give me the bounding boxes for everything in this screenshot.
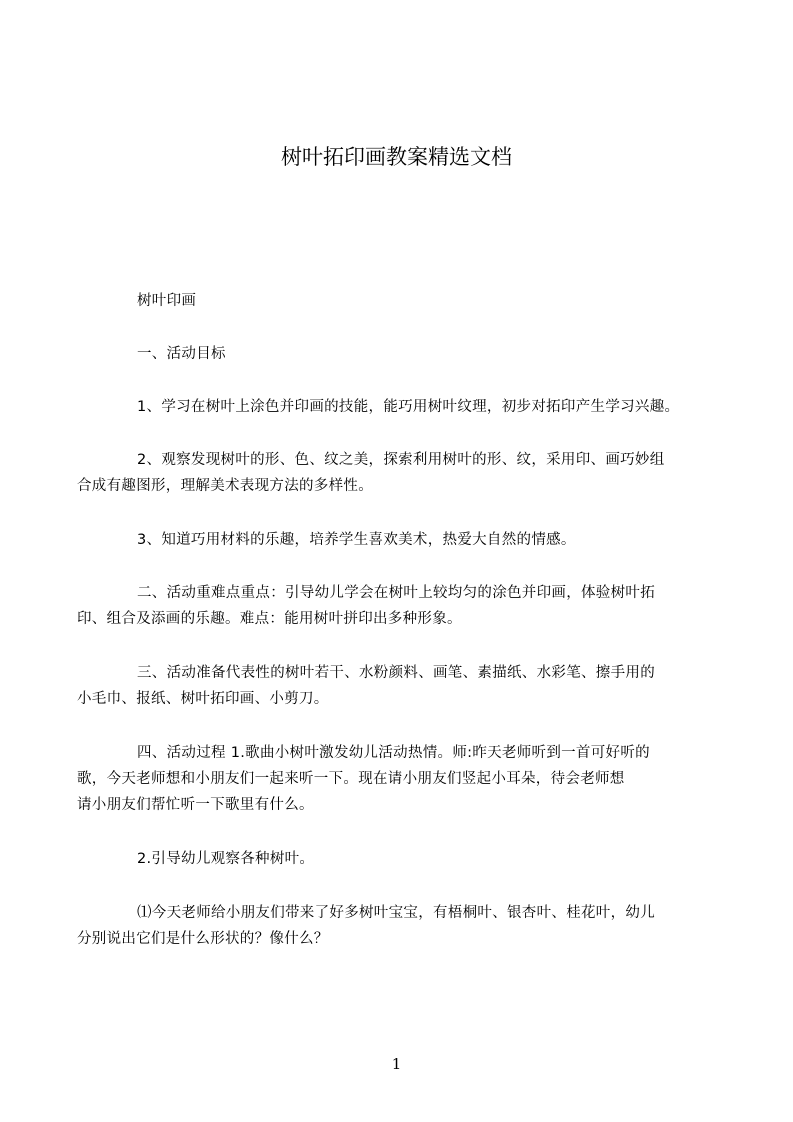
paragraph-line: 2、观察发现树叶的形、色、纹之美，探索利用树叶的形、纹，采用印、画巧妙组	[137, 452, 665, 468]
paragraph-line: 小毛巾、报纸、树叶拓印画、小剪刀。	[77, 691, 329, 707]
paragraph-goal-2	[77, 447, 665, 499]
paragraph-line: 1、学习在树叶上涂色并印画的技能，能巧用树叶纹理，初步对拓印产生学习兴趣。	[137, 399, 680, 415]
paragraph-line: 3、知道巧用材料的乐趣，培养学生喜欢美术，热爱大自然的情感。	[137, 532, 576, 548]
paragraph-section-process	[77, 740, 650, 818]
paragraph-line: 请小朋友们帮忙听一下歌里有什么。	[77, 797, 314, 813]
paragraph-goal-3	[137, 527, 576, 553]
paragraph-section-key-points	[77, 580, 655, 632]
paragraph-line: 歌，今天老师想和小朋友们一起来听一下。现在请小朋友们竖起小耳朵，待会老师想	[77, 771, 625, 787]
paragraph-goal-1	[137, 394, 679, 420]
paragraph-line: 二、活动重难点重点：引导幼儿学会在树叶上较均匀的涂色并印画，体验树叶拓	[137, 585, 655, 601]
paragraph-line: 2.引导幼儿观察各种树叶。	[137, 851, 315, 867]
paragraph-step-2	[137, 846, 314, 872]
document-title: 树叶拓印画教案精选文档	[281, 145, 512, 169]
paragraph-line: 分别说出它们是什么形状的？像什么？	[77, 931, 329, 947]
paragraph-line: 四、活动过程 1.歌曲小树叶激发幼儿活动热情。师:昨天老师听到一首可好听的	[137, 745, 650, 761]
paragraph-line: 一、活动目标	[137, 346, 226, 362]
paragraph-line: ⑴今天老师给小朋友们带来了好多树叶宝宝，有梧桐叶、银杏叶、桂花叶，幼儿	[137, 905, 655, 921]
paragraph-section-goals	[137, 341, 226, 367]
paragraph-section-preparation	[77, 660, 655, 712]
page-number: 1	[391, 1055, 402, 1073]
paragraph-heading-leaf-print	[137, 288, 196, 314]
paragraph-line: 三、活动准备代表性的树叶若干、水粉颜料、画笔、素描纸、水彩笔、擦手用的	[137, 665, 655, 681]
paragraph-line: 树叶印画	[137, 293, 197, 309]
paragraph-line: 合成有趣图形，理解美术表现方法的多样性。	[77, 478, 373, 494]
paragraph-line: 印、组合及添画的乐趣。难点：能用树叶拼印出多种形象。	[77, 611, 462, 627]
paragraph-step-2-1	[77, 900, 655, 952]
